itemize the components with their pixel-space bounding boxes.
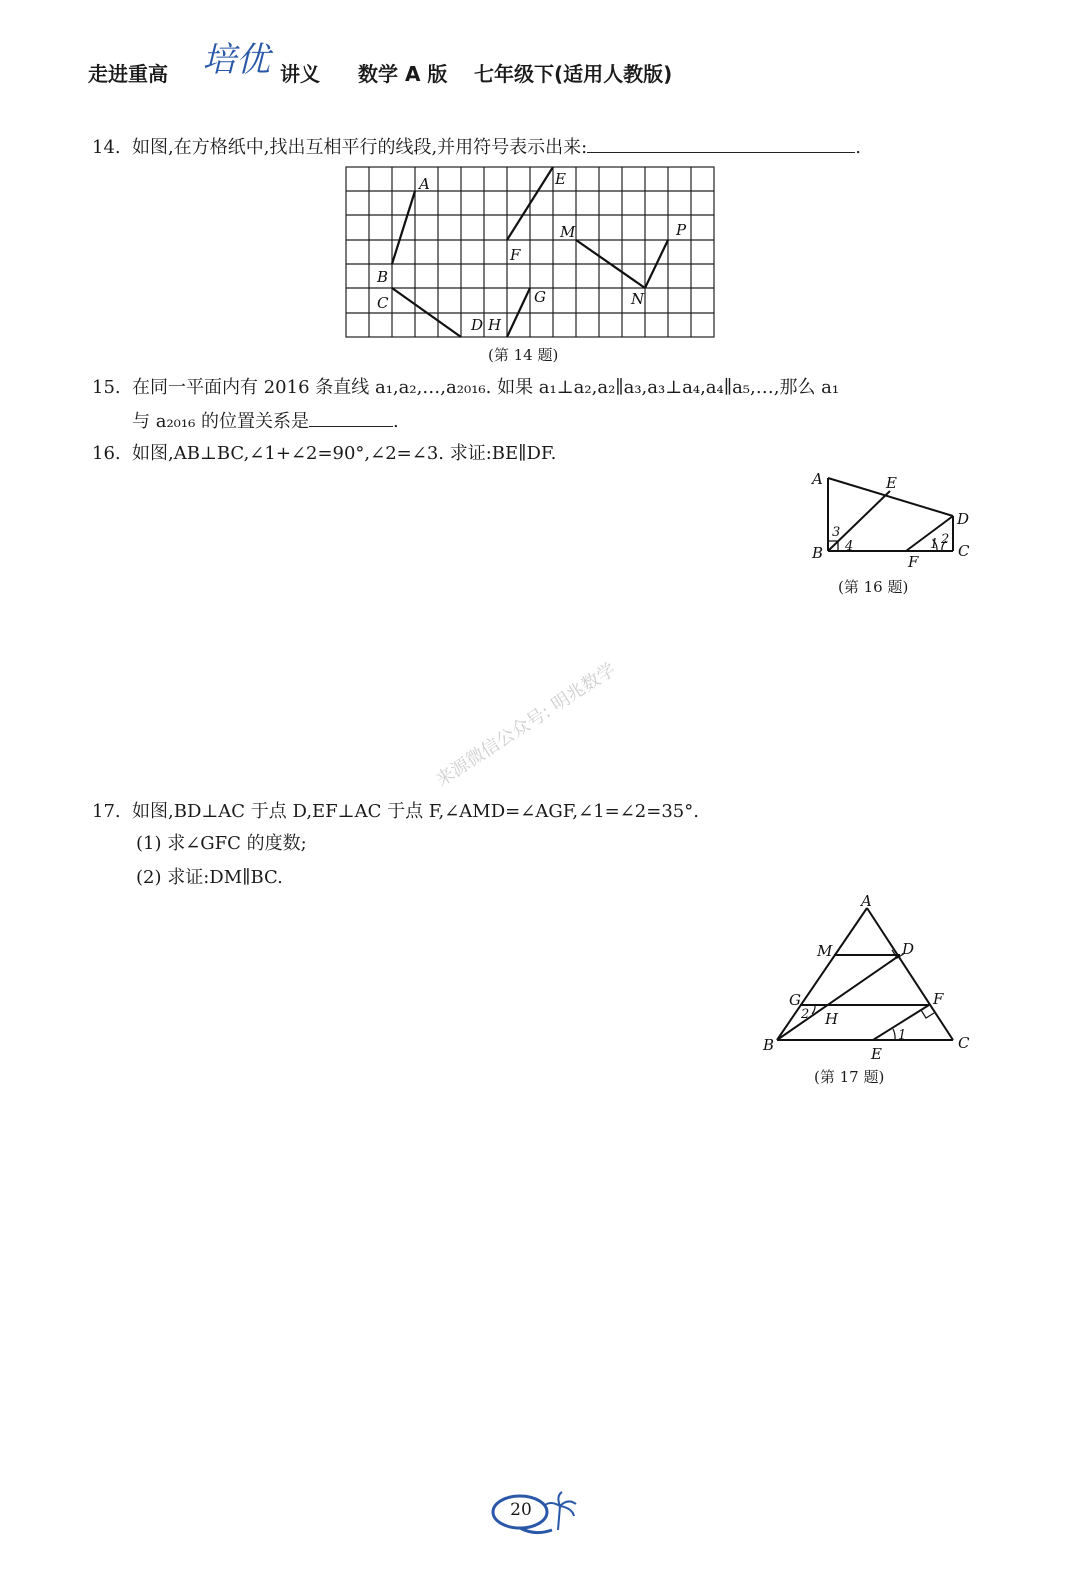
- answer-blank: [587, 136, 855, 153]
- question-end: .: [855, 137, 861, 158]
- side-ac: [867, 908, 953, 1040]
- label-g: G: [534, 288, 546, 306]
- side-ab: [777, 908, 867, 1040]
- figure-16: [800, 466, 980, 574]
- grade-label: 七年级下(适用人教版): [474, 62, 673, 86]
- question-number: 17.: [92, 801, 121, 822]
- label-b: B: [763, 1036, 775, 1054]
- label-d: D: [471, 316, 484, 334]
- label-n: N: [631, 290, 645, 308]
- figure-17-caption: (第 17 题): [814, 1068, 885, 1086]
- label-a: A: [419, 175, 430, 193]
- series-title: 走进重高: [88, 62, 168, 86]
- label-angle-1: 1: [930, 537, 939, 552]
- right-angle-f: [921, 1010, 934, 1018]
- question-14: [92, 136, 861, 160]
- palm-icon: [544, 1492, 576, 1530]
- page-number: 20: [510, 1500, 532, 1520]
- question-17-part1: (1) 求∠GFC 的度数;: [136, 833, 307, 854]
- page-number-badge: [490, 1490, 580, 1540]
- label-c: C: [958, 1034, 970, 1052]
- label-angle-4: 4: [845, 539, 854, 554]
- label-p: P: [676, 221, 687, 239]
- label-f: F: [510, 246, 521, 264]
- label-d: D: [902, 940, 915, 958]
- book-title: 讲义: [280, 62, 320, 86]
- answer-blank: [309, 410, 393, 427]
- label-e: E: [555, 170, 566, 188]
- label-m: M: [560, 223, 576, 241]
- label-e: E: [886, 474, 897, 492]
- grid-figure: [340, 162, 720, 344]
- question-end: .: [393, 411, 399, 432]
- label-e: E: [871, 1045, 882, 1063]
- label-m: M: [817, 942, 833, 960]
- question-15-line2: [132, 410, 399, 434]
- grid-lines: [346, 167, 714, 337]
- question-text: 如图,BD⊥AC 于点 D,EF⊥AC 于点 F,∠AMD=∠AGF,∠1=∠2=35°.: [132, 801, 699, 822]
- figure-16-caption: (第 16 题): [838, 578, 909, 596]
- label-c: C: [958, 542, 970, 560]
- question-number: 16.: [92, 443, 121, 464]
- label-angle-1: 1: [898, 1028, 907, 1043]
- segment-ab: [392, 191, 415, 264]
- label-d: D: [957, 510, 970, 528]
- label-g: G: [789, 991, 801, 1009]
- label-angle-2: 2: [801, 1007, 810, 1022]
- question-15: [92, 376, 839, 400]
- question-number: 15.: [92, 377, 121, 398]
- question-17: [92, 800, 699, 824]
- label-angle-2: 2: [941, 532, 950, 547]
- label-f: F: [933, 990, 944, 1008]
- page-header: [88, 40, 688, 98]
- segment-be: [828, 491, 890, 551]
- label-a: A: [812, 470, 823, 488]
- label-c: C: [377, 294, 389, 312]
- label-a: A: [861, 892, 872, 910]
- question-text: 如图,在方格纸中,找出互相平行的线段,并用符号表示出来:: [132, 137, 588, 158]
- label-angle-3: 3: [832, 525, 841, 540]
- label-h: H: [488, 316, 502, 334]
- label-h: H: [825, 1010, 839, 1028]
- subject-label: 数学 A 版: [358, 62, 448, 86]
- figure-14-caption: (第 14 题): [488, 346, 559, 364]
- arc-2: [812, 1005, 815, 1014]
- question-text: 在同一平面内有 2016 条直线 a₁,a₂,…,a₂₀₁₆. 如果 a₁⊥a₂,a₂∥a₃,a₃⊥a₄,a₄∥a₅,…,那么 a₁: [132, 377, 840, 398]
- question-number: 14.: [92, 137, 121, 158]
- question-text: 如图,AB⊥BC,∠1+∠2=90°,∠2=∠3. 求证:BE∥DF.: [132, 443, 557, 464]
- watermark: 来源微信公众号: 明兆数学: [432, 659, 620, 791]
- label-b: B: [377, 268, 389, 286]
- question-17-part2: (2) 求证:DM∥BC.: [136, 867, 283, 888]
- question-text: 与 a₂₀₁₆ 的位置关系是: [132, 411, 310, 432]
- label-b: B: [812, 544, 824, 562]
- logo-text: 培优: [202, 40, 270, 80]
- arc-1: [893, 1029, 895, 1040]
- figure-17: [755, 888, 975, 1063]
- label-f: F: [908, 553, 919, 571]
- question-16: [92, 442, 556, 466]
